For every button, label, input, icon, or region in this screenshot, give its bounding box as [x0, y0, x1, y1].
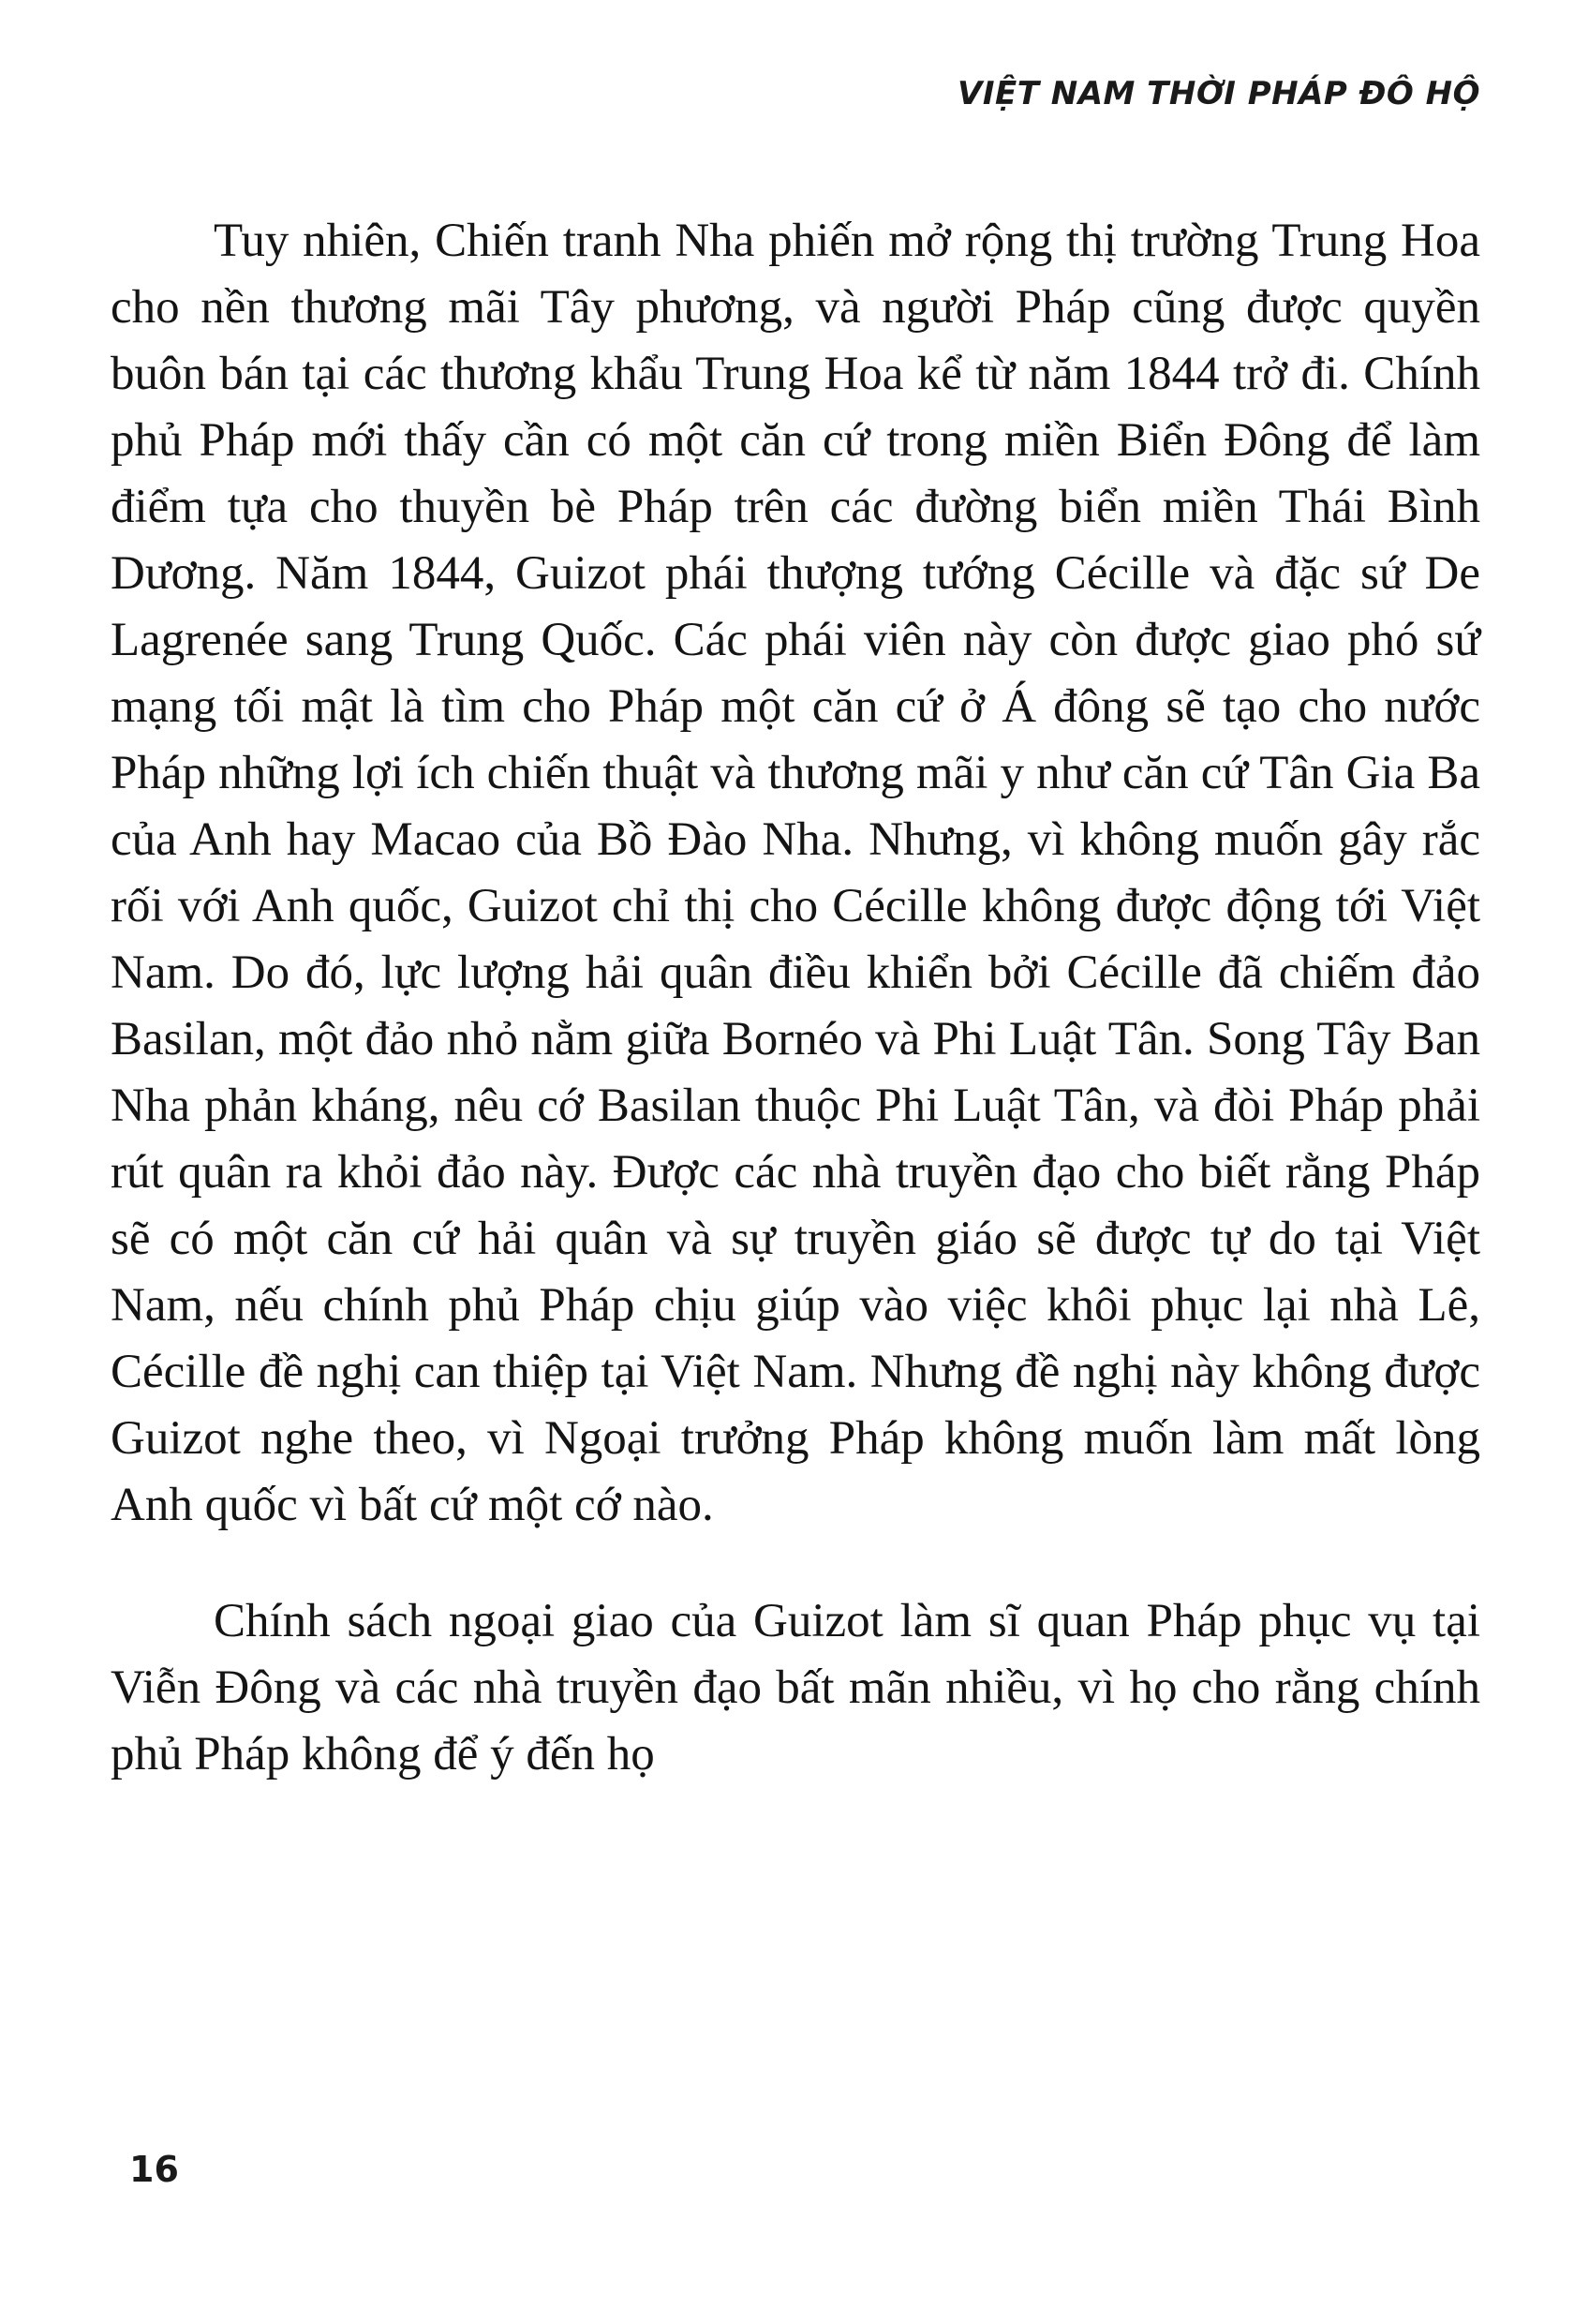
- page-number: 16: [129, 2149, 179, 2190]
- body-text: [111, 208, 1480, 1788]
- running-header: VIỆT NAM THỜI PHÁP ĐÔ HỘ: [958, 75, 1480, 112]
- paragraph-1: Tuy nhiên, Chiến tranh Nha phiến mở rộng thị trường Trung Hoa cho nền thương mãi Tây phương, và người Pháp cũng được quyền buôn bán tại các thương khẩu Trung Hoa kể từ năm 1844 trở đi. Chính phủ Pháp mới thấy cần có một căn cứ trong miền Biển Đông để làm điểm tựa cho thuyền bè Pháp trên các đường biển miền Thái Bình Dương. Năm 1844, Guizot phái thượng tướng Cécille và đặc sứ De Lagrenée sang Trung Quốc. Các phái viên này còn được giao phó sứ mạng tối mật là tìm cho Pháp một căn cứ ở Á đông sẽ tạo cho nước Pháp những lợi ích chiến thuật và thương mãi y như căn cứ Tân Gia Ba của Anh hay Macao của Bồ Đào Nha. Nhưng, vì không muốn gây rắc rối với Anh quốc, Guizot chỉ thị cho Cécille không được động tới Việt Nam. Do đó, lực lượng hải quân điều khiển bởi Cécille đã chiếm đảo Basilan, một đảo nhỏ nằm giữa Bornéo và Phi Luật Tân. Song Tây Ban Nha phản kháng, nêu cớ Basilan thuộc Phi Luật Tân, và đòi Pháp phải rút quân ra khỏi đảo này. Được các nhà truyền đạo cho biết rằng Pháp sẽ có một căn cứ hải quân và sự truyền giáo sẽ được tự do tại Việt Nam, nếu chính phủ Pháp chịu giúp vào việc khôi phục lại nhà Lê, Cécille đề nghị can thiệp tại Việt Nam. Nhưng đề nghị này không được Guizot nghe theo, vì Ngoại trưởng Pháp không muốn làm mất lòng Anh quốc vì bất cứ một cớ nào.: [111, 215, 1480, 1531]
- paragraph-2: Chính sách ngoại giao của Guizot làm sĩ quan Pháp phục vụ tại Viễn Đông và các nhà truyền đạo bất mãn nhiều, vì họ cho rằng chính phủ Pháp không để ý đến họ: [111, 1595, 1480, 1780]
